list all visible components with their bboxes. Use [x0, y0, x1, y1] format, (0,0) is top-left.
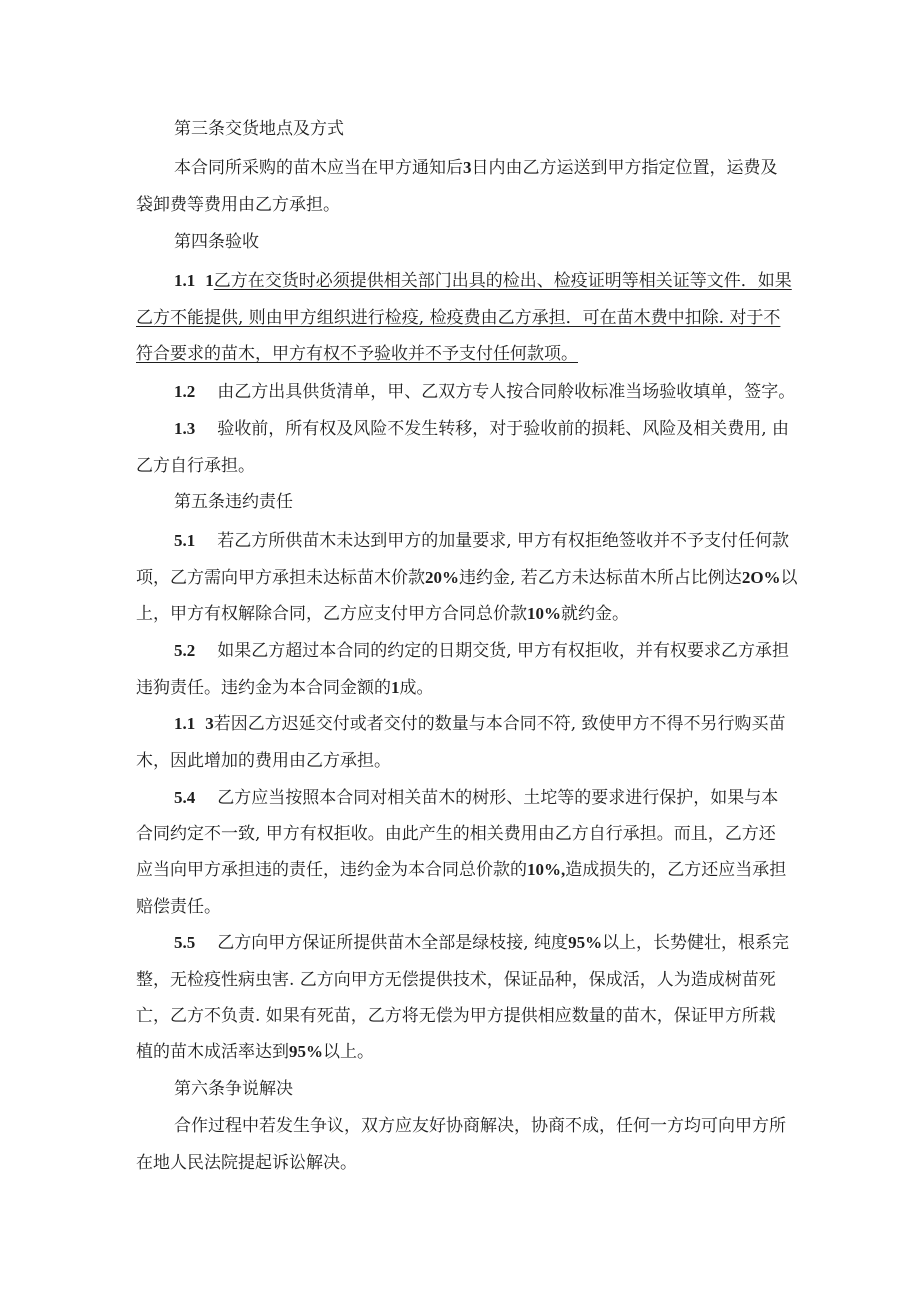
clause-5-4-line-4: 赔偿责任。 — [136, 897, 221, 917]
underlined-text: 乙方在交货时必须提供相关部门出具的检出、检疫证明等相关证等文件．如果 — [213, 271, 792, 291]
clause-5-1-line-1 — [174, 530, 789, 552]
text-run: 违狗责任。违约金为本合同金额的 — [136, 678, 391, 698]
clause-1-1-line-2: 乙方不能提供, 则由甲方组织进行检疫, 检疫费由乙方承担．可在苗木费中扣除. 对于不 — [136, 308, 781, 328]
text-run: 本合同所采购的苗木应当在甲方通知后 — [174, 158, 463, 178]
clause-5-4-line-3 — [136, 859, 786, 881]
clause-number: 5.1 — [174, 531, 196, 550]
section-6-paragraph-line-1: 合作过程中若发生争议，双方应友好协商解决，协商不成，任何一方均可向甲方所 — [174, 1116, 786, 1136]
text-run: 违约金, 若乙方未达标苗木所占比例达 — [459, 568, 742, 588]
clause-1-1-line-1 — [174, 270, 792, 292]
clause-5-4-line-1 — [174, 787, 778, 809]
percentage: 10% — [527, 604, 561, 623]
percentage: 95% — [289, 1042, 323, 1061]
clause-number: 1.2 — [174, 382, 196, 401]
text-run: 应当向甲方承担违的责任，违约金为本合同总价款的 — [136, 860, 527, 880]
text-run: 项，乙方需向甲方承担未达标苗木价款 — [136, 568, 425, 588]
section-5-heading: 第五条违约责任 — [174, 492, 293, 512]
percentage: 10%, — [527, 860, 566, 879]
text-run: 造成损失的，乙方还应当承担 — [565, 860, 787, 880]
clause-1-3-line-1 — [174, 418, 789, 440]
clause-5-5-line-4 — [136, 1041, 374, 1063]
section-4-heading: 第四条验收 — [174, 232, 259, 252]
section-3-paragraph-line-1 — [174, 157, 778, 179]
text-run: 验收前，所有权及风险不发生转移，对于验收前的损耗、风险及相关费用, 由 — [217, 419, 790, 439]
section-6-heading: 第六条争说解决 — [174, 1079, 293, 1099]
text-run: 乙方向甲方保证所提供苗木全部是绿枝接, 纯度 — [217, 933, 569, 953]
text-run: 上，甲方有权解除合同，乙方应支付甲方合同总价款 — [136, 604, 527, 624]
text-run: 植的苗木成活率达到 — [136, 1042, 289, 1062]
clause-number: 5.4 — [174, 788, 196, 807]
clause-sub-number: 1 — [205, 271, 214, 290]
clause-number: 5.2 — [174, 641, 196, 660]
clause-1-2-line-1 — [174, 381, 795, 403]
text-run: 若因乙方迟延交付或者交付的数量与本合同不符, 致使甲方不得不另行购买苗 — [213, 714, 786, 734]
section-3-heading: 第三条交货地点及方式 — [174, 119, 344, 139]
section-6-paragraph-line-2: 在地人民法院提起诉讼解决。 — [136, 1153, 357, 1173]
clause-5-1-line-3 — [136, 603, 629, 625]
clause-number: 1.1 — [174, 714, 196, 733]
number: 3 — [463, 158, 472, 177]
percentage: 95% — [568, 933, 603, 952]
percentage: 20% — [425, 568, 459, 587]
clause-5-5-line-1 — [174, 932, 789, 954]
clause-5-5-line-3: 亡，乙方不负责. 如果有死苗，乙方将无偿为甲方提供相应数量的苗木，保证甲方所栽 — [136, 1006, 776, 1026]
clause-5-2-line-2 — [136, 677, 434, 699]
text-run: 乙方应当按照本合同对相关苗木的树形、土坨等的要求进行保护，如果与本 — [217, 788, 779, 808]
text-run: 就约金。 — [561, 604, 629, 624]
clause-5-3-line-2: 木，因此增加的费用由乙方承担。 — [136, 751, 391, 771]
text-run: 成。 — [399, 678, 434, 698]
clause-1-3-line-2: 乙方自行承担。 — [136, 456, 255, 476]
percentage: 2O% — [741, 568, 781, 587]
section-3-paragraph-line-2: 袋卸费等费用由乙方承担。 — [136, 195, 340, 215]
text-run: 由乙方出具供货清单，甲、乙双方专人按合同舲收标准当场验收填单，签字。 — [217, 382, 796, 402]
clause-number: 1.3 — [174, 419, 196, 438]
clause-number: 1.1 — [174, 271, 196, 290]
clause-5-3-line-1 — [174, 713, 786, 735]
text-run: 以上，长势健壮，根系完 — [602, 933, 790, 953]
text-run: 以上。 — [323, 1042, 374, 1062]
text-run: 如果乙方超过本合同的约定的日期交货, 甲方有权拒收，并有权要求乙方承担 — [217, 641, 790, 661]
clause-5-2-line-1 — [174, 640, 789, 662]
clause-5-1-line-2 — [136, 567, 798, 589]
text-run: 若乙方所供苗木未达到甲方的加量要求, 甲方有权拒绝签收并不予支付任何款 — [217, 531, 790, 551]
text-run: 以 — [780, 568, 798, 588]
clause-5-5-line-2: 整，无检疫性病虫害. 乙方向甲方无偿提供技术，保证品种，保成活，人为造成树苗死 — [136, 970, 776, 990]
number: 1 — [391, 678, 400, 697]
text-run: 日内由乙方运送到甲方指定位置，运费及 — [471, 158, 778, 178]
clause-number: 5.5 — [174, 933, 196, 952]
clause-5-4-line-2: 合同约定不一致, 甲方有权拒收。由此产生的相关费用由乙方自行承担。而且，乙方还 — [136, 824, 776, 844]
clause-1-1-line-3: 符合要求的苗木，甲方有权不予验收并不予支付任何款项。 — [136, 344, 578, 364]
clause-sub-number: 3 — [205, 714, 214, 733]
